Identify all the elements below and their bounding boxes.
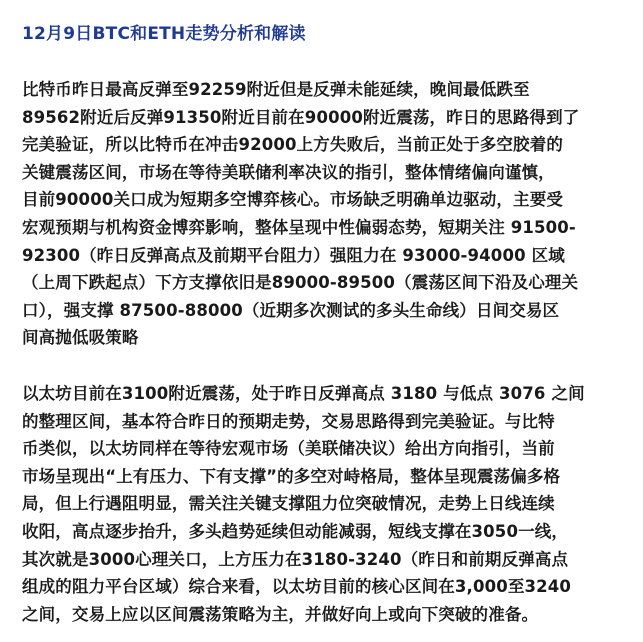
paragraph-line: 目前90000关口成为短期多空博弈核心。市场缺乏明确单边驱动，主要受 bbox=[22, 190, 564, 210]
paragraph-line: 币类似，以太坊同样在等待宏观市场（美联储决议）给出方向指引，当前 bbox=[22, 439, 555, 459]
paragraph-line: 比特币昨日最高反弹至92259附近但是反弹未能延续，晚间最低跌至 bbox=[22, 80, 530, 99]
paragraph-line: 口），强支撑 87500-88000（近期多次测试的多头生命线）日间交易区 bbox=[22, 300, 560, 320]
paragraph-line: 市场呈现出“上有压力、下有支撑”的多空对峙格局，整体呈现震荡偏多格 bbox=[22, 466, 561, 486]
paragraph-line: 完美验证，所以比特币在冲击92000上方失败后，当前正处于多空胶着的 bbox=[22, 135, 564, 155]
eth-analysis-paragraph bbox=[22, 380, 621, 628]
paragraph-line: 宏观预期与机构资金博弈影响，整体呈现中性偏弱态势，短期关注 91500- bbox=[22, 217, 576, 237]
paragraph-line: 92300（昨日反弹高点及前期平台阻力）强阻力在 93000-94000 区域 bbox=[22, 245, 565, 265]
paragraph-line: 89562附近后反弹91350附近目前在90000附近震荡，昨日的思路得到了 bbox=[22, 107, 580, 127]
btc-analysis-paragraph bbox=[22, 76, 621, 352]
paragraph-spacer bbox=[22, 352, 621, 380]
paragraph-line: 组成的阻力平台区域）综合来看，以太坊目前的核心区间在3,000至3240 bbox=[22, 577, 572, 597]
paragraph-line: 间高抛低吸策略 bbox=[22, 328, 139, 348]
paragraph-line: 以太坊目前在3100附近震荡，处于昨日反弹高点 3180 与低点 3076 之间 bbox=[22, 383, 585, 403]
paragraph-line: 之间，交易上应以区间震荡策略为主，并做好向上或向下突破的准备。 bbox=[22, 604, 539, 624]
paragraph-line: 关键震荡区间，市场在等待美联储利率决议的指引，整体情绪偏向谨慎， bbox=[22, 162, 555, 182]
paragraph-line: 收阳，高点逐步抬升，多头趋势延续但动能减弱，短线支撑在3050一线， bbox=[22, 521, 569, 541]
paragraph-line: 局，但上行遇阻明显，需关注关键支撑阻力位突破情况，走势上日线连续 bbox=[22, 494, 555, 514]
article-title: 12月9日BTC和ETH走势分析和解读 bbox=[22, 24, 306, 44]
paragraph-line: （上周下跌起点）下方支撑依旧是89000-89500（震荡区间下沿及心理关 bbox=[22, 273, 579, 293]
paragraph-line: 其次就是3000心理关口，上方压力在3180-3240（昨日和前期反弹高点 bbox=[22, 549, 569, 569]
paragraph-line: 的整理区间，基本符合昨日的预期走势，交易思路得到完美验证。与比特 bbox=[22, 411, 555, 431]
